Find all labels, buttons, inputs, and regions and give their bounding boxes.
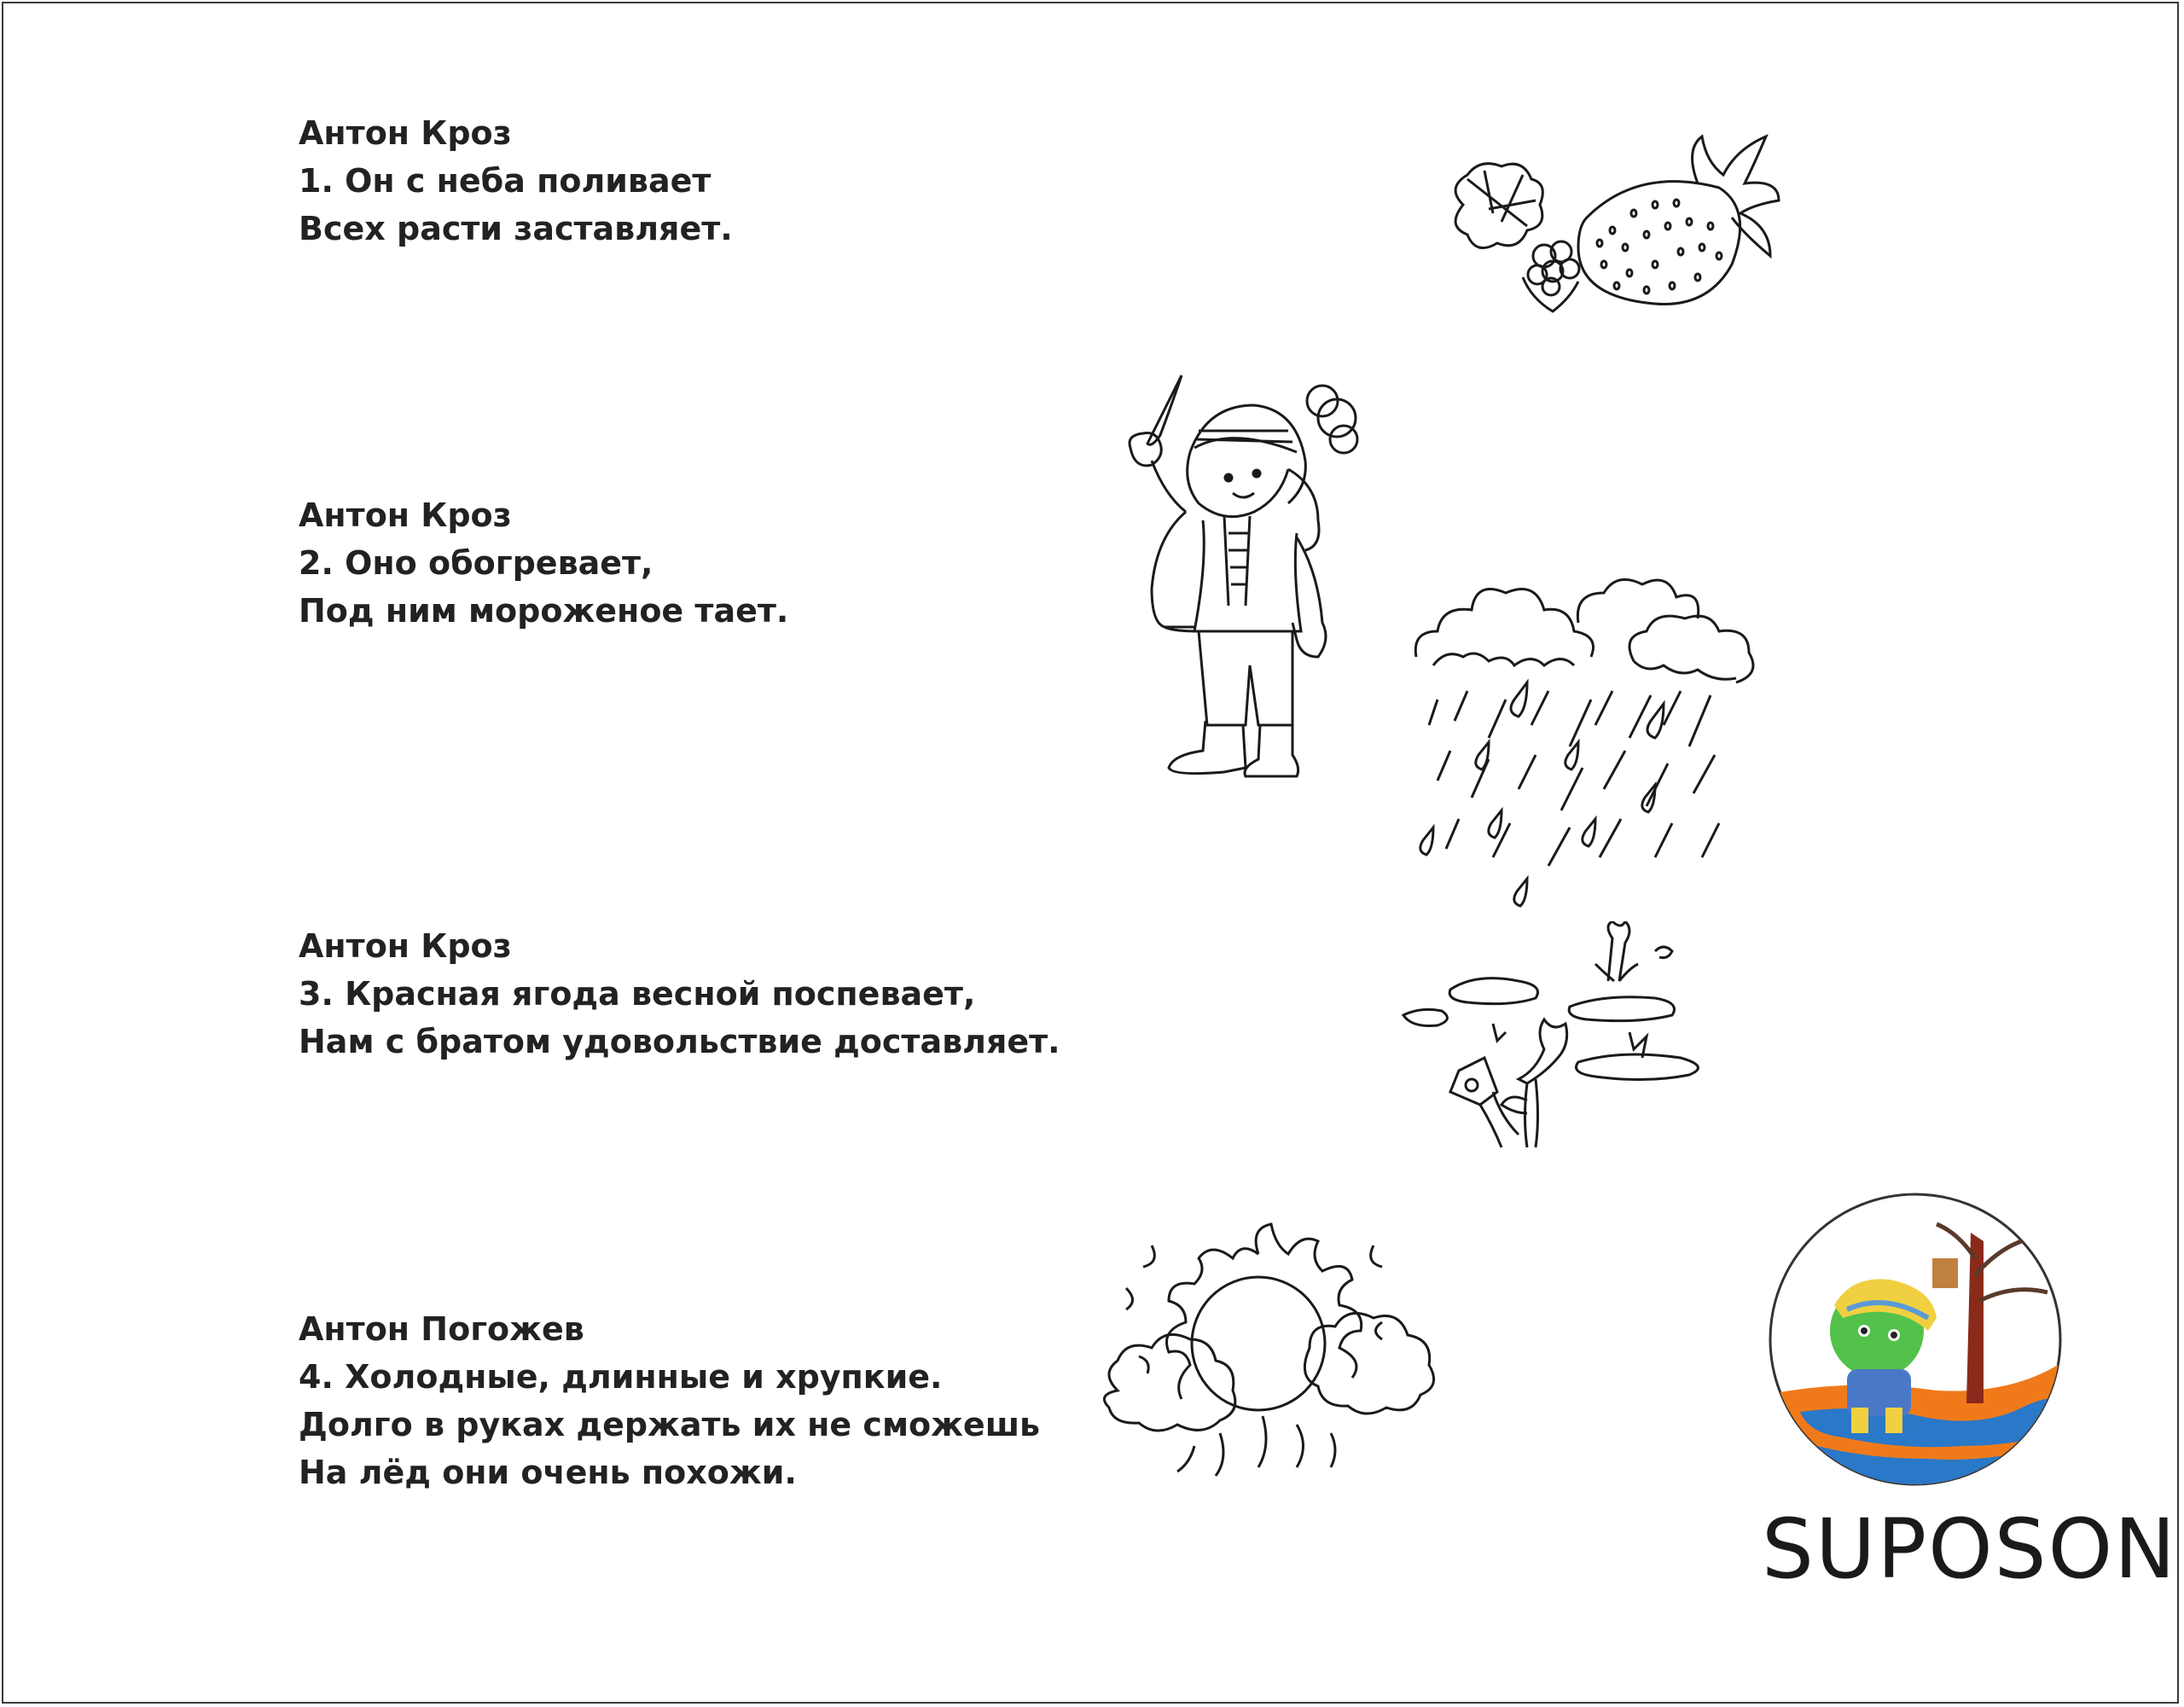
sun-with-clouds-icon <box>1092 1220 1442 1484</box>
riddle-line: Долго в руках держать их не сможешь <box>299 1406 1041 1443</box>
riddle-line: Под ним мороженое тает. <box>299 592 789 630</box>
riddle-author: Антон Кроз <box>299 927 512 965</box>
riddle-author: Антон Кроз <box>299 114 512 152</box>
riddle-author: Антон Погожев <box>299 1310 584 1348</box>
riddle-3 <box>299 922 1060 1065</box>
riddle-line: На лёд они очень похожи. <box>299 1454 797 1491</box>
riddle-4 <box>299 1305 1040 1496</box>
spring-flowers-icon <box>1399 921 1723 1156</box>
brand-name: SUPOSON <box>1762 1501 2177 1597</box>
riddle-2 <box>299 491 788 635</box>
riddle-author: Антон Кроз <box>299 496 512 534</box>
brand-logo <box>1766 1190 2065 1489</box>
rain-cloud-icon <box>1408 572 1774 930</box>
riddle-1 <box>299 109 733 253</box>
riddle-line: 3. Красная ягода весной поспевает, <box>299 975 976 1013</box>
child-with-icicle-icon <box>1113 367 1369 785</box>
riddle-line: 1. Он с неба поливает <box>299 162 712 200</box>
riddle-line: Нам с братом удовольствие доставляет. <box>299 1023 1060 1060</box>
riddle-line: Всех расти заставляет. <box>299 210 733 247</box>
strawberry-icon <box>1442 128 1792 333</box>
riddle-line: 4. Холодные, длинные и хрупкие. <box>299 1358 943 1396</box>
riddle-line: 2. Оно обогревает, <box>299 544 653 582</box>
